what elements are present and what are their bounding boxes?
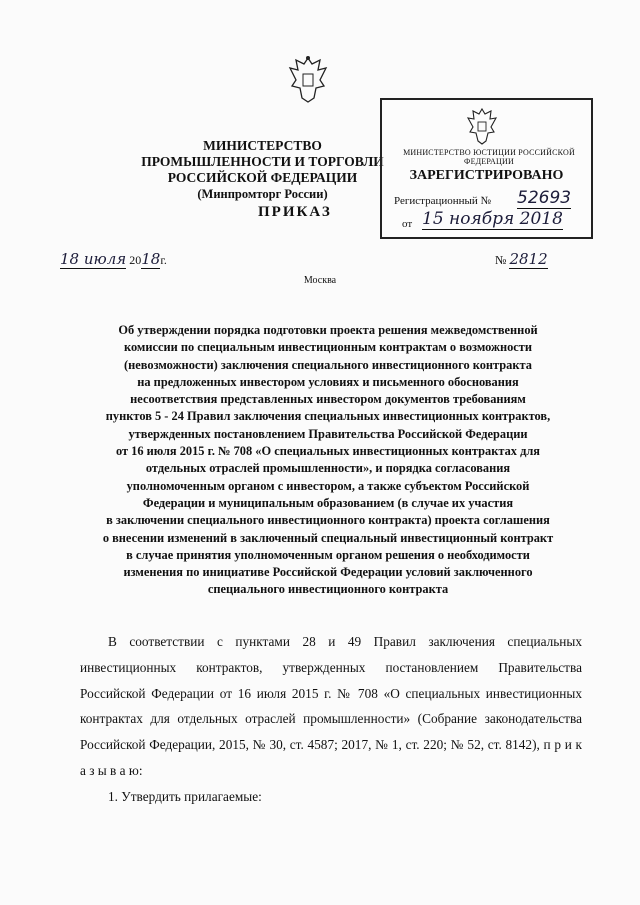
stamp-reg-number: 52693 (517, 188, 572, 208)
ministry-line2: РОССИЙСКОЙ ФЕДЕРАЦИИ (167, 170, 358, 185)
stamp-date-value: 15 ноября 2018 (422, 209, 563, 229)
heading-line: отдельных отраслей промышленности», и порядка согласования (145, 461, 511, 476)
stamp-ministry-of-justice: МИНИСТЕРСТВО ЮСТИЦИИ РОССИЙСКОЙ ФЕДЕРАЦИИ (403, 148, 575, 166)
heading-line: о внесении изменений в заключенный специальный инвестиционный контракт (102, 530, 554, 545)
coat-of-arms-emblem (286, 54, 330, 106)
stamp-date-label: от (402, 218, 413, 230)
heading-line: от 16 июля 2015 г. № 708 «О специальных инвестиционных контрактах для (115, 444, 541, 459)
registration-stamp (380, 98, 593, 239)
heading-line: специального инвестиционного контракта (207, 582, 449, 597)
order-number-value: 2812 (509, 250, 548, 268)
order-date (60, 250, 167, 269)
heading-line: (невозможности) заключения специального инвестиционного контракта (124, 357, 532, 372)
order-year-prefix: 20 (129, 253, 142, 267)
heading-line: изменения по инициативе Российской Федерации условий заключенного (123, 565, 533, 580)
heading-line: в случае принятия уполномоченным органом решения о необходимости (126, 547, 530, 562)
stamp-emblem-icon (464, 106, 500, 146)
body-item-1: 1. Утвердить прилагаемые: (108, 789, 262, 804)
order-year: 18 (141, 250, 161, 268)
order-year-suffix: г. (160, 253, 167, 267)
order-heading (68, 322, 588, 599)
heading-line: пунктов 5 - 24 Правил заключения специальных инвестиционных контрактов, (105, 409, 551, 424)
heading-line: на предложенных инвестором условиях и письменного обоснования (137, 374, 519, 389)
ministry-line1: МИНИСТЕРСТВО ПРОМЫШЛЕННОСТИ И ТОРГОВЛИ (141, 138, 384, 169)
ministry-name (130, 138, 395, 202)
heading-line: комиссии по специальным инвестиционным контрактам о возможности (123, 340, 533, 355)
order-title: ПРИКАЗ (258, 204, 332, 220)
body-paragraph: В соответствии с пунктами 28 и 49 Правил заключения специальных инвестиционных контрактов, утвержденных постановлением Правительства Российской Федерации от 16 июля 2015 г. № 708 «О специальных инвестиционных контрактах для отдельных отраслей промышленности» (Собрание законодательства Российской Федерации, 2015, № 30, ст. 4587; 2017, № 1, ст. 220; № 52, ст. 8142), п р и к а з ы в а ю: (80, 634, 582, 778)
stamp-registered: ЗАРЕГИСТРИРОВАНО (409, 168, 564, 183)
heading-line: несоответствия представленных инвестором документов требованиям (130, 392, 526, 407)
stamp-reg-number-label: Регистрационный № (394, 195, 492, 207)
heading-line: Об утверждении порядка подготовки проекта решения межведомственной (118, 323, 538, 337)
heading-line: утвержденных постановлением Правительства Российской Федерации (128, 426, 528, 441)
order-date-day-month: 18 июля (60, 250, 127, 268)
heading-line: в заключении специального инвестиционного контракта) проекта соглашения (106, 513, 550, 528)
ministry-short-name: (Минпромторг России) (197, 187, 328, 201)
heading-line: Федерации и муниципальным образованием (в случае их участия (142, 495, 514, 510)
order-number (495, 250, 548, 269)
heading-line: уполномоченным органом с инвестором, а также субъектом Российской (126, 478, 530, 493)
order-number-label: № (495, 253, 507, 267)
order-city: Москва (303, 275, 337, 286)
